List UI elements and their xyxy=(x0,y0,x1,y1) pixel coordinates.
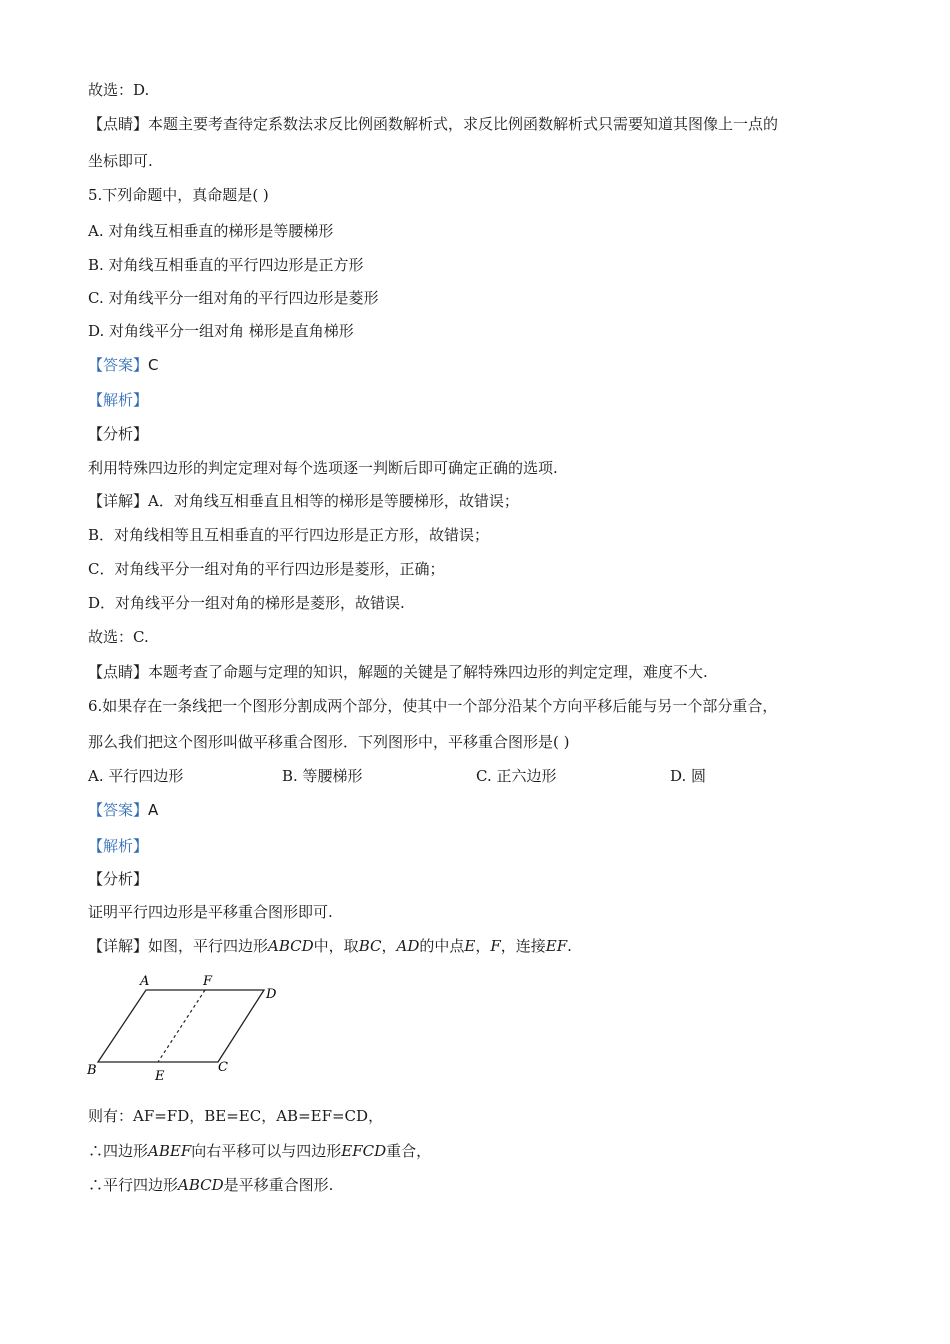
label-c: C xyxy=(218,1060,228,1075)
q5-stem: 5.下列命题中，真命题是( ) xyxy=(88,186,269,204)
q6-therefore1 xyxy=(88,1141,431,1161)
q5-detail-a-text: A．对角线互相垂直且相等的梯形是等腰梯形，故错误； xyxy=(148,492,519,510)
q5-answer-value: C xyxy=(148,356,159,374)
q5-option-d: D. 对角线平分一组对角 梯形是直角梯形 xyxy=(88,322,354,340)
q5-note xyxy=(88,662,708,682)
segment-ef xyxy=(158,990,205,1062)
q5-detail-c: C．对角线平分一组对角的平行四边形是菱形，正确； xyxy=(88,560,445,578)
q6-detail-ad: AD xyxy=(396,937,420,955)
q6-detail-text: ，连接 xyxy=(500,937,546,955)
q6-therefore2-abcd: ABCD xyxy=(178,1176,224,1194)
label-f: F xyxy=(203,974,213,989)
q4-note-tag: 【点睛】 xyxy=(88,115,149,133)
q6-detail xyxy=(88,936,572,956)
q5-fenxi-tag: 【分析】 xyxy=(88,425,149,443)
q6-option-b: B. 等腰梯形 xyxy=(282,767,363,785)
q5-detail-tag: 【详解】 xyxy=(88,492,149,510)
q6-therefore1-efcd: EFCD xyxy=(341,1142,387,1160)
q6-option-d: D. 圆 xyxy=(670,767,707,785)
q6-therefore1-text: 向右平移可以与四边形 xyxy=(191,1142,342,1160)
q4-note-line2: 坐标即可. xyxy=(88,152,153,170)
q6-therefore2-text: ∴平行四边形 xyxy=(88,1176,179,1194)
q6-answer-tag: 【答案】 xyxy=(88,801,149,819)
q6-therefore1-text: ∴四边形 xyxy=(88,1142,149,1160)
q6-stem-line1: 6.如果存在一条线把一个图形分割成两个部分，使其中一个部分沿某个方向平移后能与另一个部分重合， xyxy=(88,697,778,715)
q6-therefore1-text: 重合， xyxy=(386,1142,432,1160)
q6-detail-bc: BC xyxy=(358,937,382,955)
q6-therefore2 xyxy=(88,1175,333,1195)
q5-detail-d: D．对角线平分一组对角的梯形是菱形，故错误. xyxy=(88,594,405,612)
q5-option-c: C. 对角线平分一组对角的平行四边形是菱形 xyxy=(88,289,379,307)
q6-detail-text: . xyxy=(567,937,572,955)
label-e: E xyxy=(155,1069,165,1084)
q4-note-text: 本题主要考查待定系数法求反比例函数解析式，求反比例函数解析式只需要知道其图像上一点的 xyxy=(148,115,779,133)
q6-detail-text: 如图，平行四边形 xyxy=(148,937,269,955)
q6-option-c: C. 正六边形 xyxy=(476,767,557,785)
parallelogram-figure xyxy=(84,968,294,1086)
q6-analysis-tag: 【解析】 xyxy=(88,837,149,855)
q5-fenxi: 利用特殊四边形的判定定理对每个选项逐一判断后即可确定正确的选项. xyxy=(88,459,558,477)
q5-option-a: A. 对角线互相垂直的梯形是等腰梯形 xyxy=(88,222,334,240)
label-b: B xyxy=(87,1063,97,1078)
q4-choose: 故选：D. xyxy=(88,81,150,99)
q6-answer xyxy=(88,800,158,820)
q6-therefore1-abef: ABEF xyxy=(148,1142,192,1160)
q6-detail-abcd: ABCD xyxy=(268,937,314,955)
q6-detail-f: F xyxy=(490,937,501,955)
q5-answer-tag: 【答案】 xyxy=(88,356,149,374)
q5-note-text: 本题考查了命题与定理的知识，解题的关键是了解特殊四边形的判定定理，难度不大. xyxy=(148,663,708,681)
q5-analysis-tag: 【解析】 xyxy=(88,391,149,409)
q6-detail-e: E xyxy=(464,937,476,955)
q5-choose: 故选：C. xyxy=(88,628,149,646)
q6-then: 则有：AF=FD，BE=EC，AB=EF=CD， xyxy=(88,1107,384,1125)
q5-answer xyxy=(88,355,159,375)
q6-detail-text: 中，取 xyxy=(313,937,359,955)
q5-note-tag: 【点睛】 xyxy=(88,663,149,681)
q6-stem-line2: 那么我们把这个图形叫做平移重合图形．下列图形中，平移重合图形是( ) xyxy=(88,733,570,751)
q6-detail-text: ， xyxy=(475,937,491,955)
q6-fenxi: 证明平行四边形是平移重合图形即可. xyxy=(88,903,333,921)
q5-detail-b: B．对角线相等且互相垂直的平行四边形是正方形，故错误； xyxy=(88,526,490,544)
q6-detail-tag: 【详解】 xyxy=(88,937,149,955)
q6-therefore2-text: 是平移重合图形. xyxy=(223,1176,334,1194)
q6-fenxi-tag: 【分析】 xyxy=(88,870,149,888)
q5-option-b: B. 对角线互相垂直的平行四边形是正方形 xyxy=(88,256,364,274)
label-a: A xyxy=(140,974,150,989)
q4-note-line1 xyxy=(88,114,778,134)
q6-detail-text: 的中点 xyxy=(419,937,465,955)
q6-detail-text: ， xyxy=(381,937,397,955)
q6-detail-ef: EF xyxy=(545,937,568,955)
q6-option-a: A. 平行四边形 xyxy=(88,767,184,785)
label-d: D xyxy=(266,987,277,1002)
q6-answer-value: A xyxy=(148,801,159,819)
q5-detail-a xyxy=(88,491,519,511)
